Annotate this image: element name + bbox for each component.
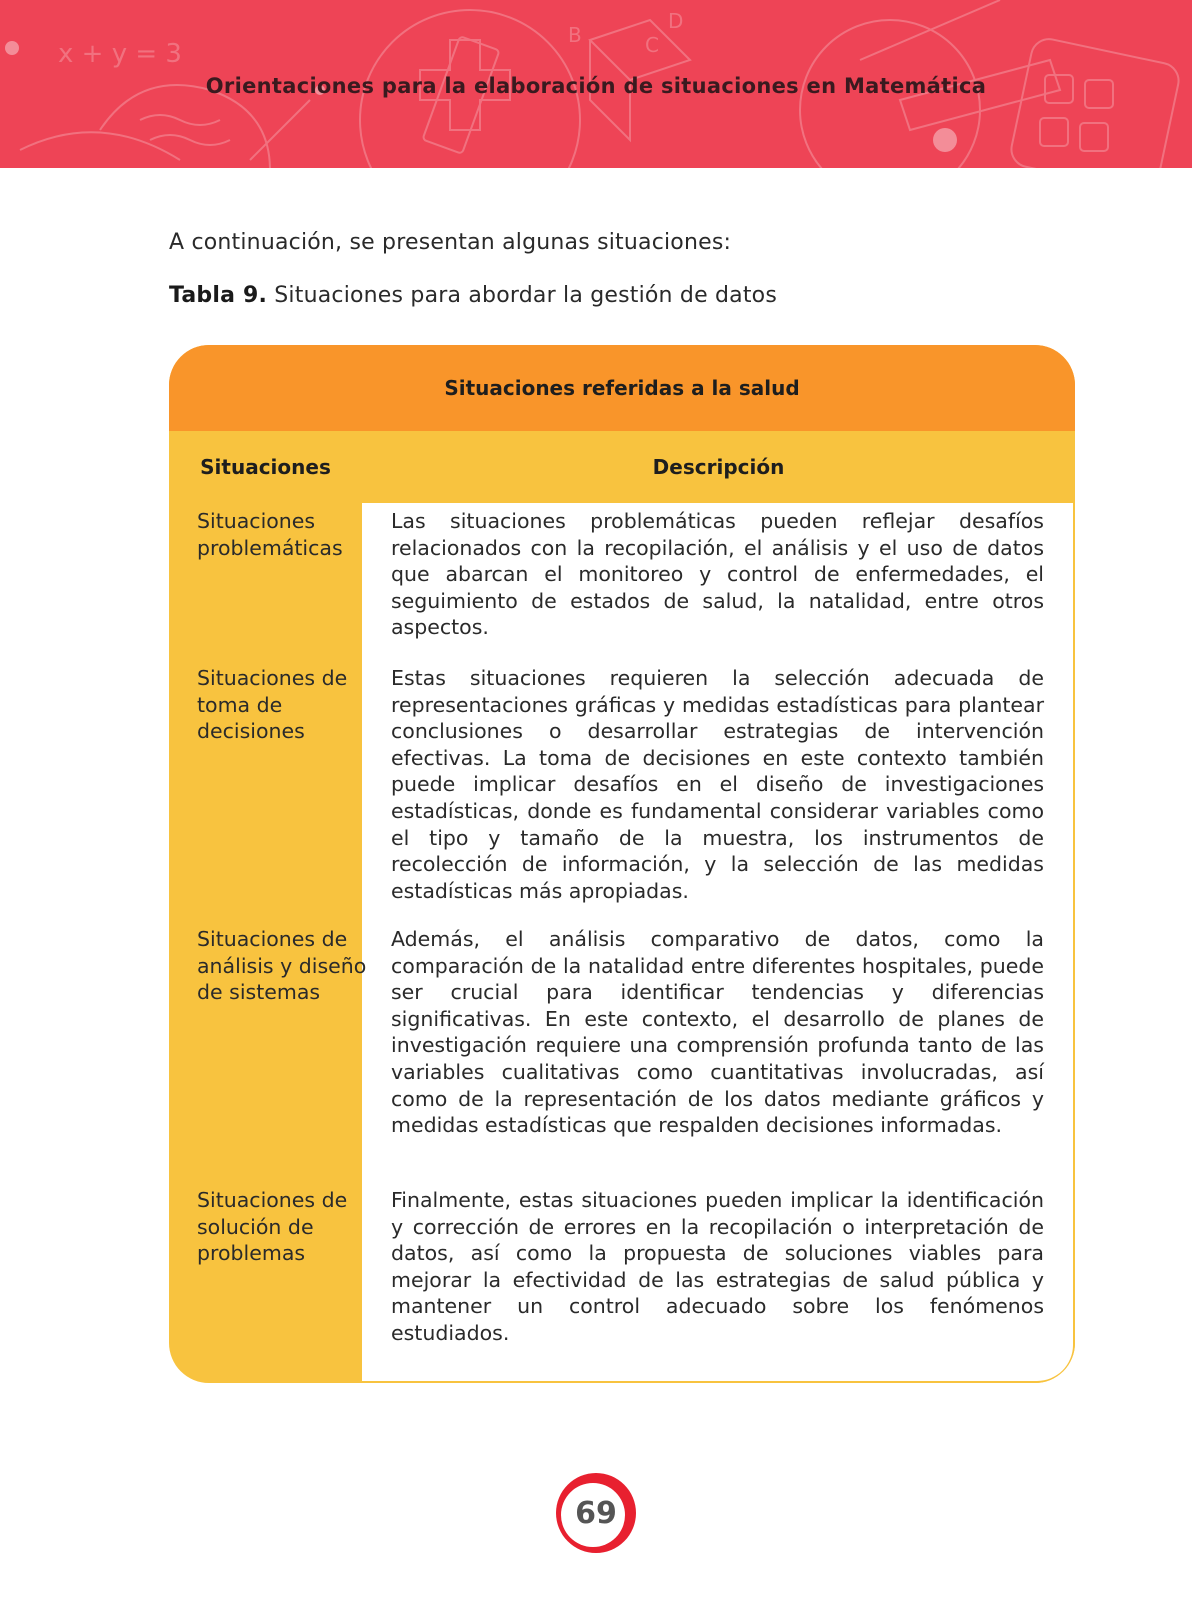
intro-paragraph: A continuación, se presentan algunas situaciones: [169, 230, 732, 255]
table-row-situation: Situaciones de análisis y diseño de sistemas [197, 927, 367, 1005]
svg-text:D: D [668, 9, 684, 33]
table-column-header-row [169, 431, 1075, 503]
table-row-situation: Situaciones de solución de problemas [197, 1188, 348, 1266]
column-header-situaciones: Situaciones [200, 455, 331, 479]
table-row-description: Las situaciones problemáticas pueden reflejar desafíos relacionados con la recopilación, el análisis y el uso de datos que abarcan el monitoreo y control de enfermedades, el seguimiento de estados de salud, la natalidad, entre otros aspectos. [391, 509, 1044, 640]
page-number: 69 [575, 1495, 617, 1531]
table-row-description: Además, el análisis comparativo de datos, como la comparación de la natalidad entre diferentes hospitales, puede ser crucial para identificar tendencias y diferencias significativas. En este contexto, el desarrollo de planes de investigación requiere una comprensión profunda tanto de las variables cualitativas como cuantitativas involucradas, así como de la representación de los datos mediante gráficos y medidas estadísticas que respalden decisiones informadas. [391, 927, 1044, 1138]
header-banner [0, 0, 1192, 168]
column-header-descripcion: Descripción [652, 455, 785, 479]
table-row-description: Finalmente, estas situaciones pueden implicar la identificación y corrección de errores en la recopilación o interpretación de datos, así como la propuesta de soluciones viables para mejorar la efectividad de las estrategias de salud pública y mantener un control adecuado sobre los fenómenos estudiados. [391, 1188, 1044, 1345]
page-number-badge [553, 1470, 639, 1556]
table-caption-text: Situaciones para abordar la gestión de datos [267, 283, 777, 308]
table-caption [169, 283, 777, 308]
svg-text:x + y = 3: x + y = 3 [58, 39, 182, 69]
svg-text:C: C [645, 33, 659, 57]
header-title: Orientaciones para la elaboración de situaciones en Matemática [205, 74, 987, 98]
table-title: Situaciones referidas a la salud [169, 345, 1075, 431]
table-row-situation: Situaciones de toma de decisiones [197, 666, 348, 744]
table-row-situation: Situaciones problemáticas [197, 509, 343, 560]
situations-table [169, 345, 1075, 1383]
table-caption-label: Tabla 9. [169, 283, 268, 308]
svg-text:B: B [568, 23, 582, 47]
table-row-description: Estas situaciones requieren la selección adecuada de representaciones gráficas y medidas estadísticas para plantear conclusiones o desarrollar estrategias de intervención efectivas. La toma de decisiones en este contexto también puede implicar desafíos en el diseño de investigaciones estadísticas, donde es fundamental considerar variables como el tipo y tamaño de la muestra, los instrumentos de recolección de información, y la selección de las medidas estadísticas más apropiadas. [391, 666, 1044, 903]
